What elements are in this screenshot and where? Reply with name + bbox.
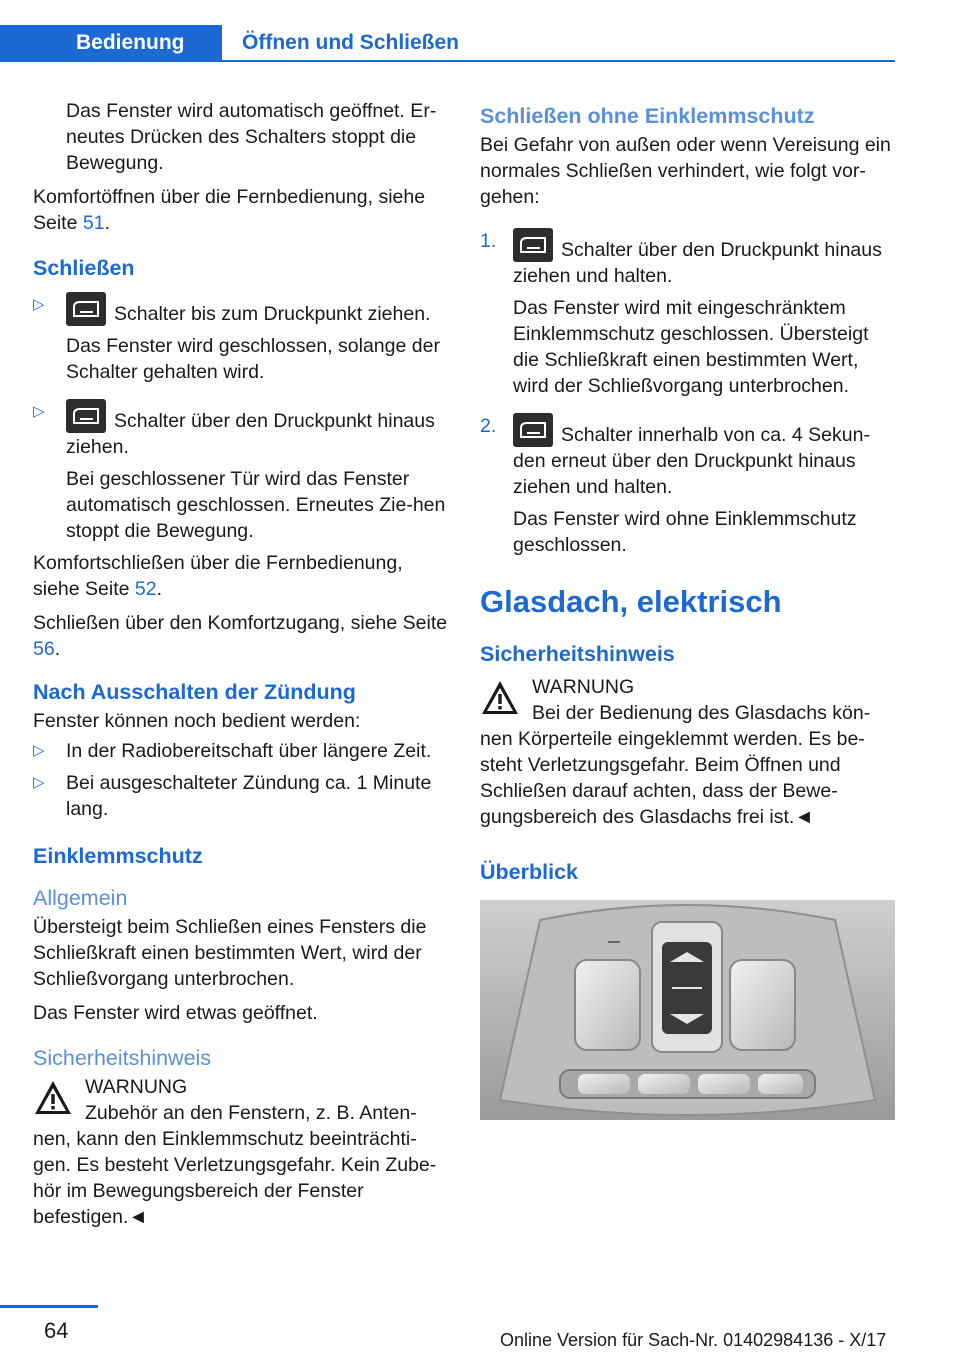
heading-sicherheitshinweis-right: Sicherheitshinweis [480,642,675,666]
triangle-bullet-icon: ▷ [33,774,45,791]
komfortzugang-paragraph: Schließen über den Komfortzugang, siehe Seite 56. [33,612,448,660]
chapter-tab-oeffnen-schliessen: Öffnen und Schließen [242,31,460,54]
window-switch-icon [66,399,106,433]
komfort-open-paragraph: Komfortöffnen über die Fernbedienung, siehe Seite 51. [33,186,426,234]
numbered-step: 2. Schalter innerhalb von ca. 4 Sekun-den erneut über den Druckpunkt hinaus ziehen und halten. Das Fenster wird ohne Einklemmschutz geschlossen. [480,415,870,556]
warning-heading: WARNUNG [532,676,635,698]
heading-einklemmschutz: Einklemmschutz [33,844,203,868]
window-switch-icon [513,413,553,447]
window-switch-icon [66,292,106,326]
warning-box-right [480,674,898,830]
allgemein-text: Übersteigt beim Schließen eines Fensters die Schließkraft einen bestimmten Wert, wird der Schließvorgang unterbrochen. [33,916,427,990]
warning-first-line: Bei der Bedienung des Glasdachs kön- [532,702,871,724]
list-item: ▷ Schalter bis zum Druckpunkt ziehen. Das Fenster wird geschlossen, solange der Schalter gehalten wird. [33,292,448,385]
page-number: 64 [44,1318,69,1343]
online-version-note: Online Version für Sach-Nr. 01402984136 - X/17 [500,1330,887,1350]
heading-ueberblick: Überblick [480,860,578,884]
page-link-52[interactable]: 52 [134,578,157,600]
section-tab-bedienung: Bedienung [0,25,222,62]
heading-glasdach: Glasdach, elektrisch [480,584,782,619]
footer-rule [0,1305,98,1308]
warning-body: nen Körperteile eingeklemmt werden. Es be-steht Verletzungsgefahr. Beim Öffnen und Schließen darauf achten, dass der Bewe-gungsbereich des Glasdachs frei ist.◄ [480,728,865,828]
triangle-bullet-icon: ▷ [33,296,45,313]
triangle-bullet-icon: ▷ [33,403,45,420]
page-link-51[interactable]: 51 [82,212,105,234]
list-item: ▷ Schalter über den Druckpunkt hinaus ziehen. Bei geschlossener Tür wird das Fenster automatisch geschlossen. Erneutes Zie-hen stoppt die Bewegung. [33,399,448,544]
heading-sicherheitshinweis-left: Sicherheitshinweis [33,1046,212,1070]
heading-nach-ausschalten: Nach Ausschalten der Zündung [33,680,356,704]
step-number: 2. [480,415,497,437]
heading-schliessen-ohne-einklemmschutz: Schließen ohne Einklemmschutz [480,104,815,128]
page-link-56[interactable]: 56 [33,638,55,660]
warning-triangle-icon [480,678,520,718]
warning-body: nen, kann den Einklemmschutz beeinträchti-gen. Es besteht Verletzungsgefahr. Kein Zube-hör im Bewegungsbereich der Fenster befestigen.◄ [33,1128,437,1228]
step-number: 1. [480,230,497,252]
ohne-intro-text: Bei Gefahr von außen oder wenn Vereisung ein normales Schließen verhindert, wie folgt vor-gehen: [480,134,891,208]
page-header [0,25,895,61]
allgemein-text-2: Das Fenster wird etwas geöffnet. [33,1002,318,1024]
warning-triangle-icon [33,1078,73,1118]
sunroof-control-panel-photo [480,900,895,1120]
heading-schliessen: Schließen [33,256,135,280]
list-item: ▷ Bei ausgeschalteter Zündung ca. 1 Minute lang. [33,772,432,820]
warning-first-line: Zubehör an den Fenstern, z. B. Anten- [85,1102,417,1124]
list-item: ▷ In der Radiobereitschaft über längere Zeit. [33,740,432,762]
window-switch-icon [513,228,553,262]
heading-allgemein: Allgemein [33,886,128,910]
right-column [480,98,898,1125]
intro-indented-text: Das Fenster wird automatisch geöffnet. Er-neutes Drücken des Schalters stoppt die Bewegung. [66,100,437,174]
header-rule [0,60,895,62]
left-column [33,98,448,1230]
komfort-close-paragraph: Komfortschließen über die Fernbedienung, siehe Seite 52. [33,552,403,600]
triangle-bullet-icon: ▷ [33,742,45,759]
nach-intro-text: Fenster können noch bedient werden: [33,710,361,732]
warning-heading: WARNUNG [85,1076,188,1098]
warning-box-left [33,1074,448,1230]
numbered-step: 1. Schalter über den Druckpunkt hinaus ziehen und halten. Das Fenster wird mit eingeschränktem Einklemmschutz geschlossen. Übersteigt die Schließkraft einen bestimmten Wert, wird der Schließvorgang unterbrochen. [480,230,882,397]
